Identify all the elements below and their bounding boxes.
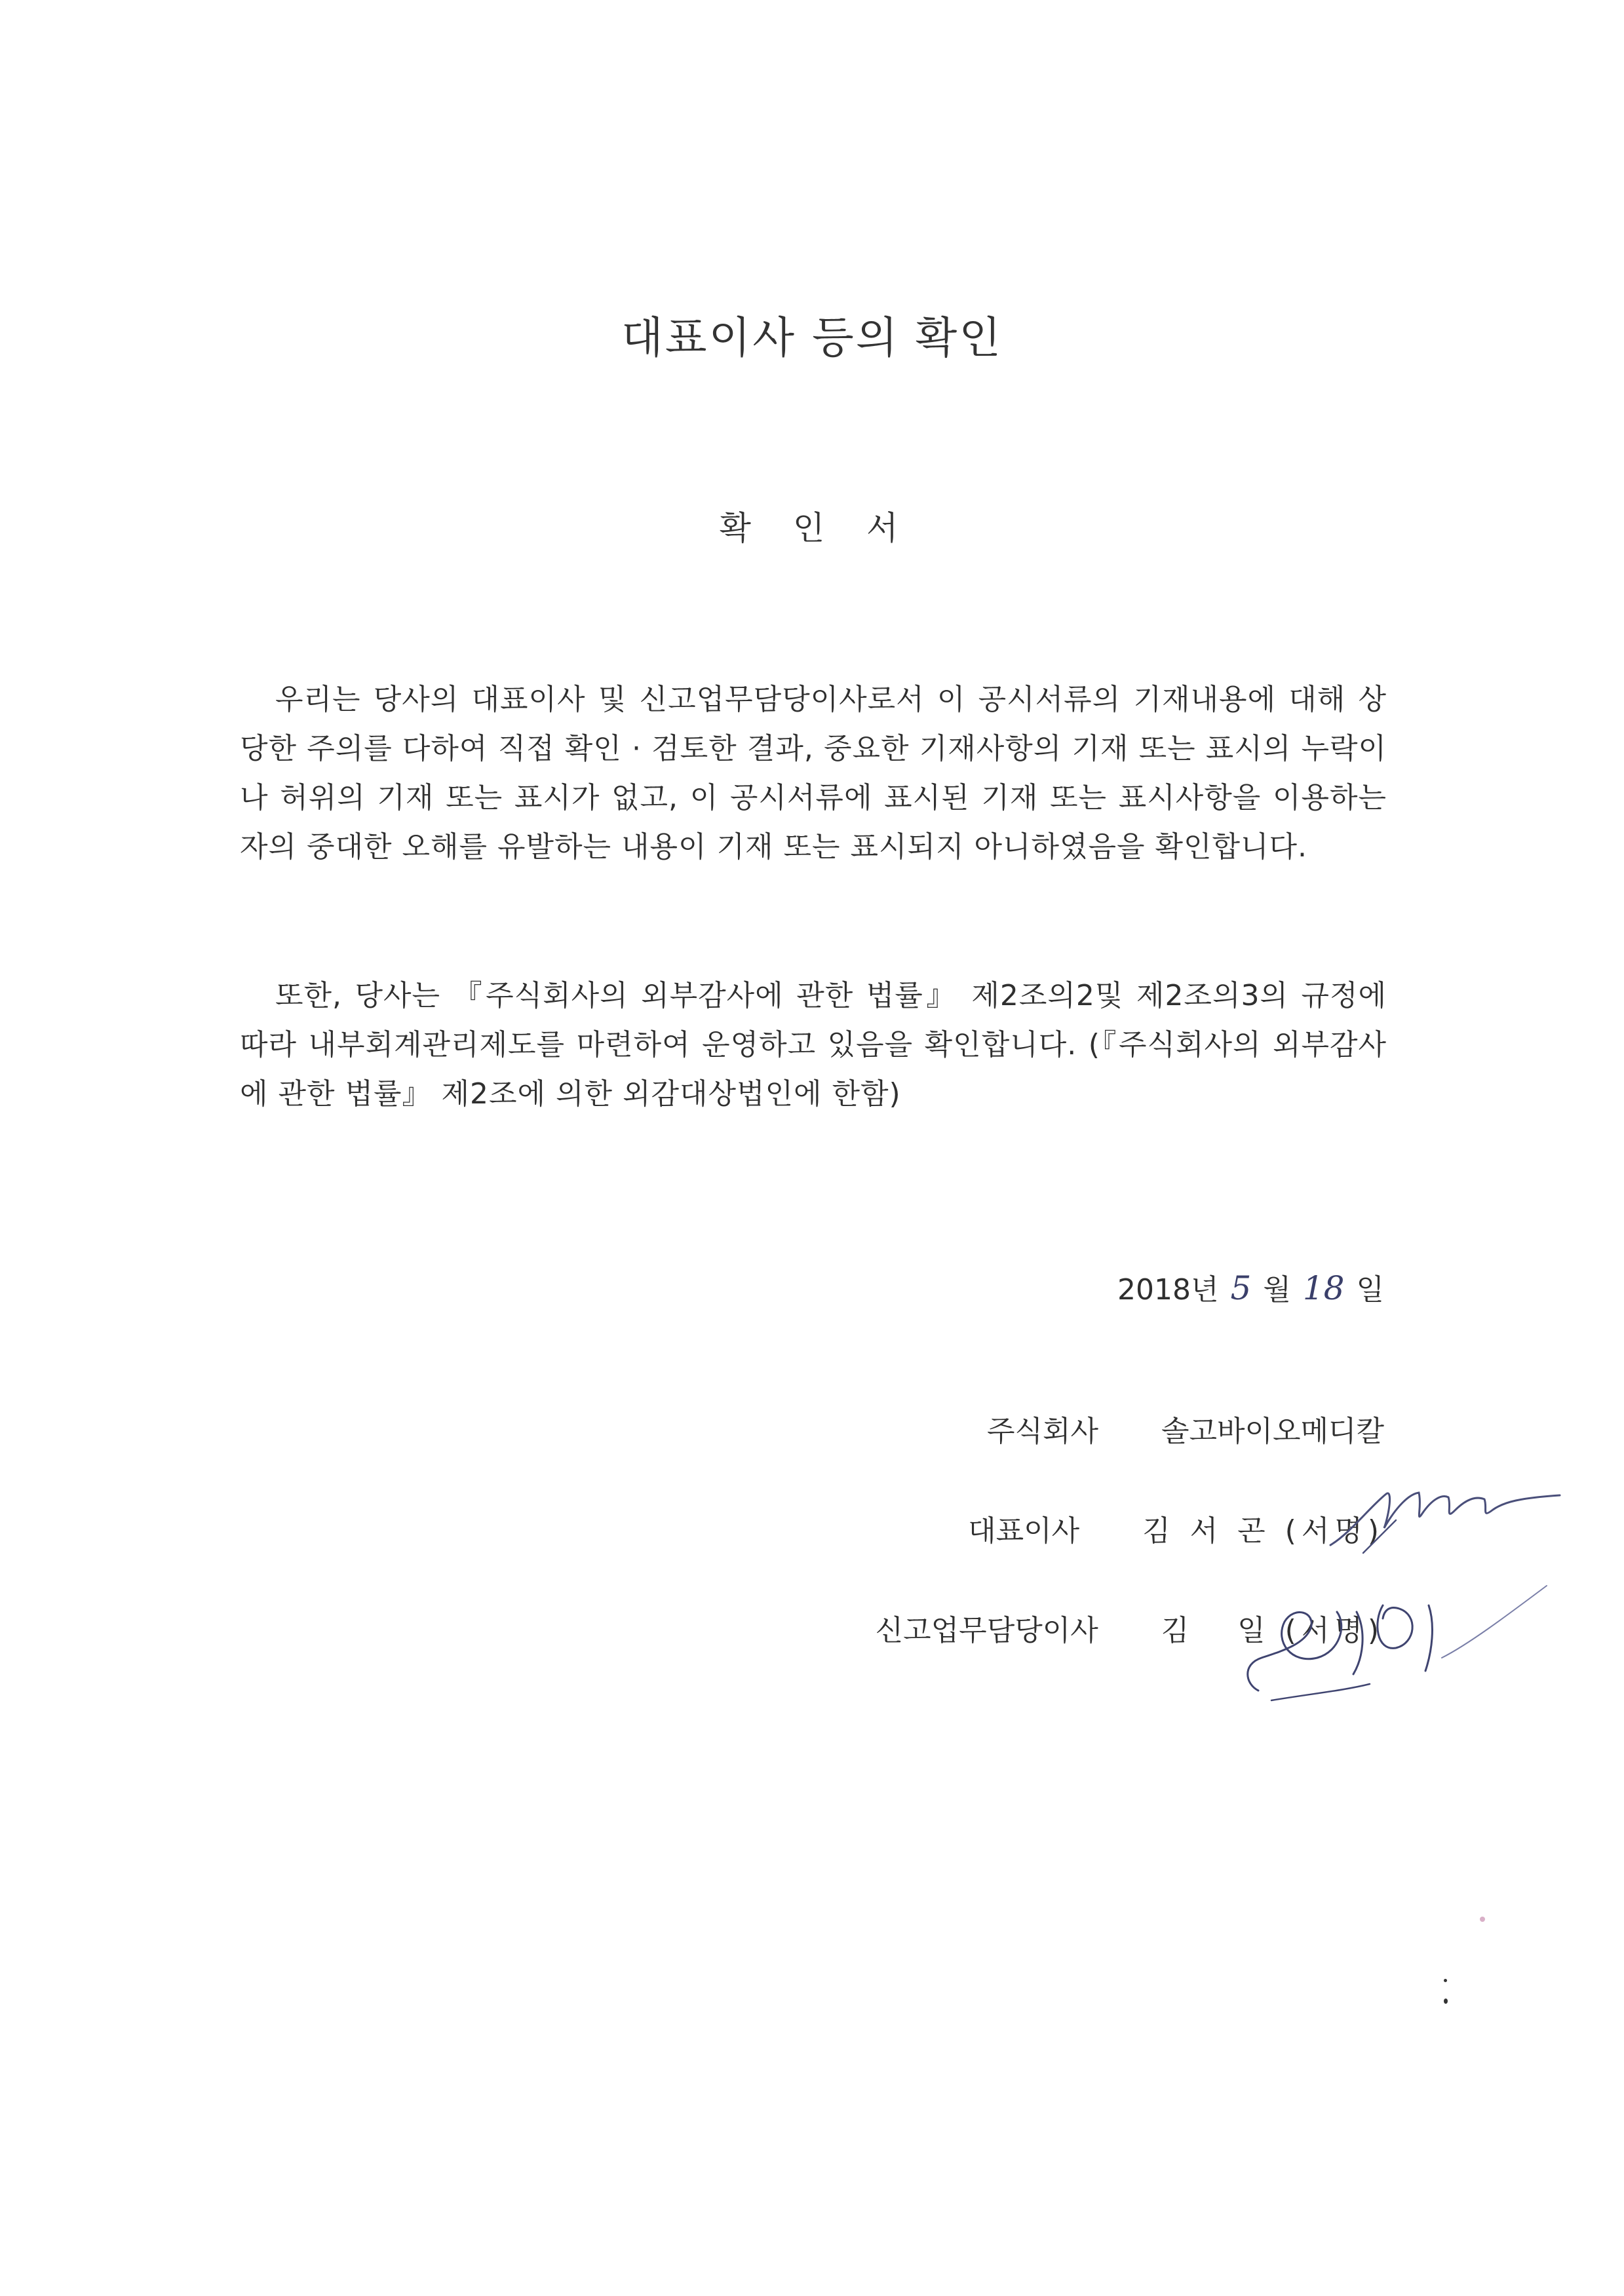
- internal-control-paragraph: [240, 971, 1387, 1119]
- paragraph-1-text: 우리는 당사의 대표이사 및 신고업무담당이사로서 이 공시서류의 기재내용에 대해 상당한 주의를 다하여 직접 확인 · 검토한 결과, 중요한 기재사항의 기재 또는 표시의 누락이나 허위의 기재 또는 표시가 없고, 이 공시서류에 표시된 기재 또는 표시사항을 이용하는 자의 중대한 오해를 유발하는 내용이 기재 또는 표시되지 아니하였음을 확인합니다.: [240, 683, 1387, 864]
- paragraph-text: [240, 675, 1387, 871]
- ceo-row: [968, 1507, 1384, 1549]
- date-year: 2018년: [1117, 1273, 1219, 1307]
- document-subtitle: 확 인 서: [719, 509, 905, 547]
- date-line: [1117, 1266, 1384, 1308]
- date-day-label: 일: [1356, 1273, 1384, 1307]
- cfo-name: 김 일 (서명): [1161, 1614, 1384, 1647]
- scan-speck: [1444, 1999, 1448, 2004]
- cfo-role: 신고업무담당이사: [875, 1614, 1098, 1647]
- cfo-row: [876, 1607, 1384, 1649]
- scan-speck: [1444, 1979, 1447, 1982]
- company-row: [987, 1407, 1384, 1449]
- date-month-label: 월: [1263, 1273, 1291, 1307]
- scan-speck: [1480, 1917, 1485, 1922]
- date-day-handwritten: 18: [1302, 1269, 1345, 1307]
- confirmation-paragraph: [240, 675, 1387, 871]
- paragraph-2-text: 또한, 당사는 『주식회사의 외부감사에 관한 법률』 제2조의2및 제2조의3의 규정에 따라 내부회계관리제도를 마련하여 운영하고 있음을 확인합니다. (『주식회사의 외부감사에 관한 법률』 제2조에 의한 외감대상법인에 한함): [240, 979, 1387, 1111]
- ceo-role: 대표이사: [968, 1514, 1080, 1548]
- paragraph-text: [240, 971, 1387, 1119]
- ceo-name: 김 서 곤 (서명): [1142, 1514, 1384, 1548]
- company-role: 주식회사: [986, 1415, 1098, 1448]
- document-title: 대표이사 등의 확인: [621, 313, 1003, 363]
- date-month-handwritten: 5: [1230, 1269, 1252, 1307]
- company-name: 솔고바이오메디칼: [1161, 1415, 1384, 1448]
